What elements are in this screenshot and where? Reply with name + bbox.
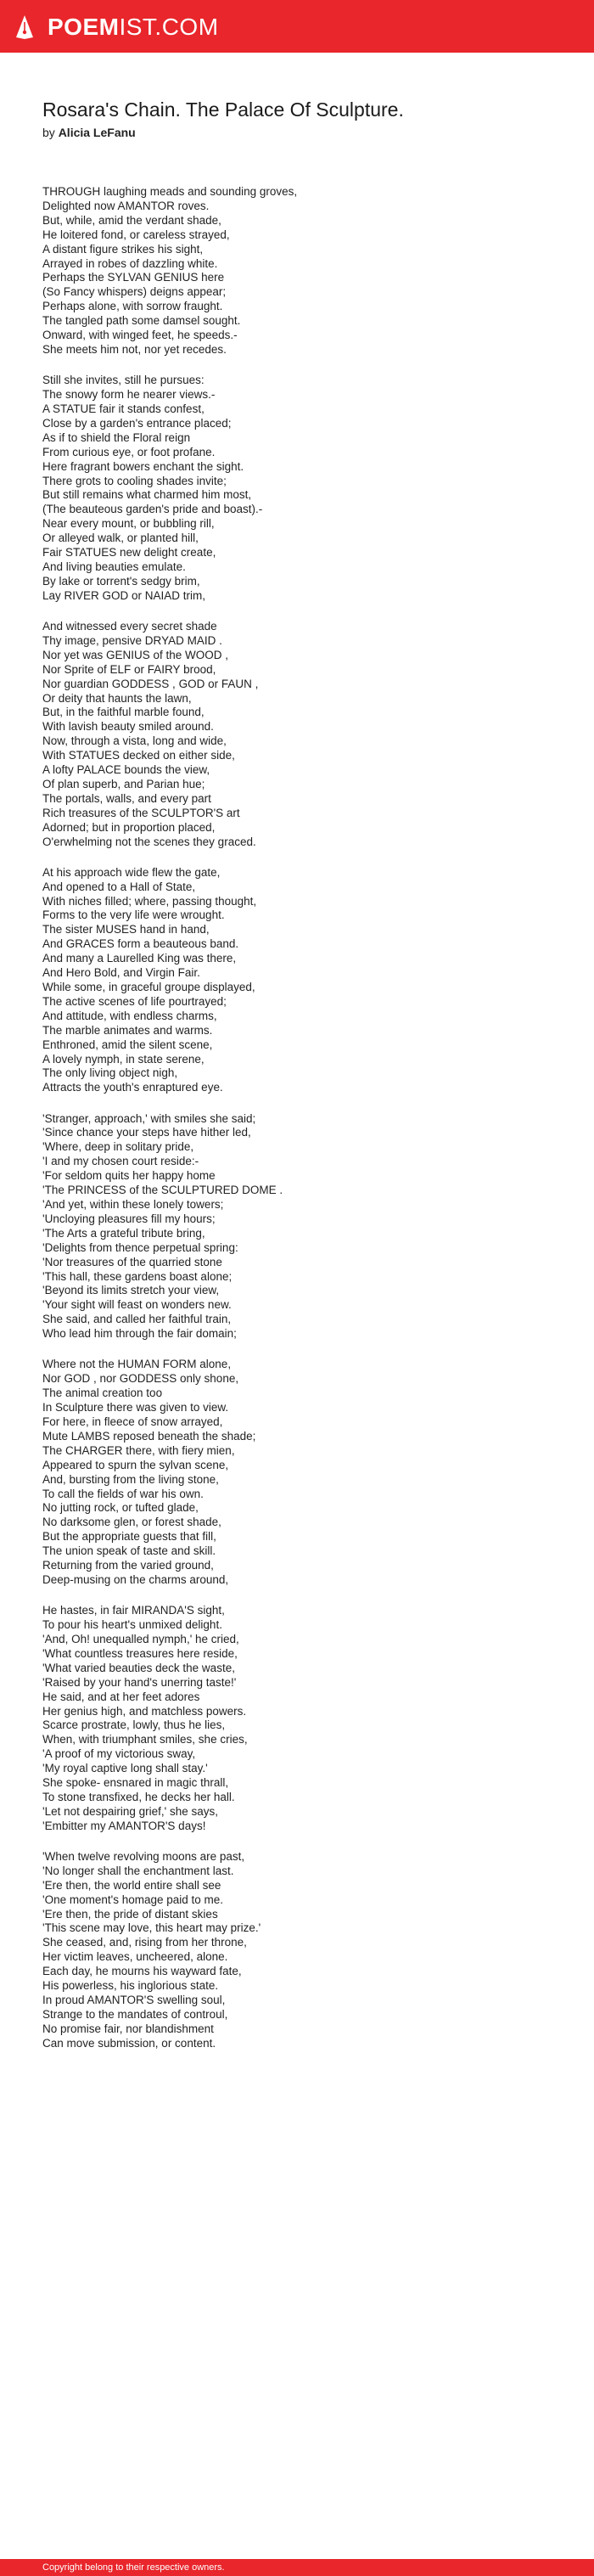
poem-line: 'I and my chosen court reside:- bbox=[42, 1155, 199, 1168]
logo-text-bold: POEM bbox=[48, 14, 120, 40]
poem-line: She spoke- ensnared in magic thrall, bbox=[42, 1776, 229, 1790]
poem-line: Each day, he mourns his wayward fate, bbox=[42, 1965, 242, 1978]
poem-line: The union speak of taste and skill. bbox=[42, 1544, 216, 1558]
poem-line: In Sculpture there was given to view. bbox=[42, 1401, 229, 1415]
poem-line: He said, and at her feet adores bbox=[42, 1690, 200, 1703]
poem-line: 'When twelve revolving moons are past, bbox=[42, 1849, 245, 1863]
poem-line: 'Ere then, the pride of distant skies bbox=[42, 1907, 218, 1921]
poem-line: Strange to the mandates of controul, bbox=[42, 2007, 228, 2021]
poem-line: The only living object nigh, bbox=[42, 1066, 178, 1080]
poem-line: 'A proof of my victorious sway, bbox=[42, 1747, 196, 1761]
poem-line: Her victim leaves, uncheered, alone. bbox=[42, 1950, 228, 1964]
poem-line: 'What countless treasures here reside, bbox=[42, 1646, 238, 1660]
poem-line: To stone transfixed, he decks her hall. bbox=[42, 1790, 235, 1803]
logo-text-light: IST.COM bbox=[119, 14, 219, 40]
poem-line: Scarce prostrate, lowly, thus he lies, bbox=[42, 1718, 226, 1732]
poem-line: (So Fancy whispers) deigns appear; bbox=[42, 285, 227, 299]
poem-line: Arrayed in robes of dazzling white. bbox=[42, 256, 218, 270]
poem-line: And many a Laurelled King was there, bbox=[42, 952, 237, 965]
poem-line: 'And yet, within these lonely towers; bbox=[42, 1198, 224, 1211]
poem-line: A lofty PALACE bounds the view, bbox=[42, 763, 210, 777]
poem-line: THROUGH laughing meads and sounding groves, bbox=[42, 185, 298, 198]
poem-line: Of plan superb, and Parian hue; bbox=[42, 777, 205, 790]
poem-line: 'Nor treasures of the quarried stone bbox=[42, 1255, 222, 1268]
poem-line: And Hero Bold, and Virgin Fair. bbox=[42, 966, 200, 980]
poem-line: Here fragrant bowers enchant the sight. bbox=[42, 459, 244, 473]
poem-line: As if to shield the Floral reign bbox=[42, 430, 191, 444]
poem-line: His powerless, his inglorious state. bbox=[42, 1979, 219, 1993]
author-link[interactable]: Alicia LeFanu bbox=[58, 126, 136, 139]
poem-line: A lovely nymph, in state serene, bbox=[42, 1052, 205, 1066]
poem-line: Near every mount, or bubbling rill, bbox=[42, 517, 215, 531]
poem-line: In proud AMANTOR'S swelling soul, bbox=[42, 1994, 226, 2007]
poem-line: 'Let not despairing grief,' she says, bbox=[42, 1804, 219, 1818]
poem-line: 'The Arts a grateful tribute bring, bbox=[42, 1226, 205, 1240]
byline bbox=[42, 126, 136, 139]
poem-line: Enthroned, amid the silent scene, bbox=[42, 1038, 213, 1051]
poem-stanza bbox=[42, 866, 552, 1096]
poem-line: But the appropriate guests that fill, bbox=[42, 1530, 216, 1544]
poem-line: Still she invites, still he pursues: bbox=[42, 374, 205, 387]
poem-line: 'My royal captive long shall stay.' bbox=[42, 1762, 208, 1775]
poem-line: To call the fields of war his own. bbox=[42, 1487, 204, 1500]
copyright-text: Copyright belong to their respective owners. bbox=[42, 2562, 225, 2573]
poem-line: The animal creation too bbox=[42, 1386, 163, 1400]
poem-line: Where not the HUMAN FORM alone, bbox=[42, 1358, 232, 1371]
poem-line: Perhaps the SYLVAN GENIUS here bbox=[42, 271, 225, 284]
poem-line: The portals, walls, and every part bbox=[42, 791, 211, 805]
poem-stanza bbox=[42, 620, 552, 850]
poem-line: 'Since chance your steps have hither led, bbox=[42, 1126, 251, 1139]
poem-line: And opened to a Hall of State, bbox=[42, 880, 196, 893]
poem-line: The marble animates and warms. bbox=[42, 1023, 213, 1037]
site-header bbox=[0, 0, 594, 53]
poem-line: 'And, Oh! unequalled nymph,' he cried, bbox=[42, 1632, 239, 1645]
poem-line: 'This hall, these gardens boast alone; bbox=[42, 1269, 233, 1283]
poem-line: Adorned; but in proportion placed, bbox=[42, 820, 216, 834]
poem-line: Fair STATUES new delight create, bbox=[42, 546, 216, 560]
poem-line: And, bursting from the living stone, bbox=[42, 1472, 219, 1486]
poem-stanza bbox=[42, 1850, 552, 2051]
poem-line: (The beauteous garden's pride and boast).- bbox=[42, 503, 263, 516]
poem-line: With lavish beauty smiled around. bbox=[42, 720, 214, 734]
poem-line: The sister MUSES hand in hand, bbox=[42, 923, 210, 936]
poem-line: 'Stranger, approach,' with smiles she said; bbox=[42, 1111, 256, 1125]
poem-title: Rosara's Chain. The Palace Of Sculpture. bbox=[42, 98, 404, 121]
poem-line: He hastes, in fair MIRANDA'S sight, bbox=[42, 1604, 225, 1617]
poem-line: A distant figure strikes his sight, bbox=[42, 242, 204, 256]
poem-line: Lay RIVER GOD or NAIAD trim, bbox=[42, 588, 206, 602]
poem-line: Mute LAMBS reposed beneath the shade; bbox=[42, 1429, 256, 1443]
poem-line: 'No longer shall the enchantment last. bbox=[42, 1864, 234, 1877]
poem-line: Attracts the youth's enraptured eye. bbox=[42, 1081, 223, 1094]
poem-line: There grots to cooling shades invite; bbox=[42, 474, 227, 487]
poem-line: With STATUES decked on either side, bbox=[42, 749, 235, 762]
poem-line: When, with triumphant smiles, she cries, bbox=[42, 1733, 248, 1746]
poem-line: Delighted now AMANTOR roves. bbox=[42, 199, 210, 212]
poem-line: For here, in fleece of snow arrayed, bbox=[42, 1415, 223, 1428]
poem-line: 'Embitter my AMANTOR'S days! bbox=[42, 1819, 206, 1832]
poem-stanza bbox=[42, 1358, 552, 1588]
poem-line: And living beauties emulate. bbox=[42, 560, 186, 573]
poem-line: At his approach wide flew the gate, bbox=[42, 865, 221, 879]
poem-line: Or alleyed walk, or planted hill, bbox=[42, 532, 199, 545]
poem-line: Close by a garden's entrance placed; bbox=[42, 416, 232, 430]
site-footer bbox=[0, 2559, 594, 2576]
poem-line: Nor GOD , nor GODDESS only shone, bbox=[42, 1372, 239, 1386]
poem-line: Nor yet was GENIUS of the WOOD , bbox=[42, 648, 229, 661]
poem-line: She ceased, and, rising from her throne, bbox=[42, 1936, 247, 1949]
poem-line: No jutting rock, or tufted glade, bbox=[42, 1501, 199, 1515]
poem-line: But, while, amid the verdant shade, bbox=[42, 213, 221, 227]
poem-line: Now, through a vista, long and wide, bbox=[42, 734, 227, 748]
pen-nib-icon bbox=[15, 14, 34, 40]
poem-line: And witnessed every secret shade bbox=[42, 619, 217, 633]
poem-line: 'Beyond its limits stretch your view, bbox=[42, 1284, 220, 1297]
poem-line: He loitered fond, or careless strayed, bbox=[42, 228, 230, 241]
poem-line: But still remains what charmed him most, bbox=[42, 488, 252, 502]
poem-line: With niches filled; where, passing thought, bbox=[42, 894, 257, 908]
poem-stanza bbox=[42, 185, 552, 357]
poem-line: And attitude, with endless charms, bbox=[42, 1009, 217, 1022]
poem-line: 'Uncloying pleasures fill my hours; bbox=[42, 1212, 216, 1225]
poem-line: A STATUE fair it stands confest, bbox=[42, 402, 205, 415]
poem-line: 'The PRINCESS of the SCULPTURED DOME . bbox=[42, 1184, 283, 1197]
poem-line: 'For seldom quits her happy home bbox=[42, 1169, 216, 1183]
poem-line: Forms to the very life were wrought. bbox=[42, 908, 225, 922]
poem-line: O'erwhelming not the scenes they graced. bbox=[42, 835, 256, 848]
poem-line: Thy image, pensive DRYAD MAID . bbox=[42, 633, 222, 647]
poem-line: Deep-musing on the charms around, bbox=[42, 1572, 229, 1586]
poem-line: From curious eye, or foot profane. bbox=[42, 445, 216, 458]
poem-line: Onward, with winged feet, he speeds.- bbox=[42, 329, 238, 342]
poem-line: By lake or torrent's sedgy brim, bbox=[42, 574, 200, 588]
poem-line: Rich treasures of the SCULPTOR'S art bbox=[42, 806, 240, 819]
poem-line: 'Delights from thence perpetual spring: bbox=[42, 1240, 238, 1254]
poem-line: 'Where, deep in solitary pride, bbox=[42, 1140, 194, 1154]
poem-line: The CHARGER there, with fiery mien, bbox=[42, 1443, 235, 1457]
poem-line: To pour his heart's unmixed delight. bbox=[42, 1618, 222, 1632]
poem-line: No promise fair, nor blandishment bbox=[42, 2022, 214, 2035]
poem-line: Her genius high, and matchless powers. bbox=[42, 1704, 247, 1718]
poem-stanza bbox=[42, 374, 552, 604]
poem-line: Returning from the varied ground, bbox=[42, 1559, 214, 1572]
poem-line: And GRACES form a beauteous band. bbox=[42, 937, 239, 951]
byline-prefix: by bbox=[42, 126, 55, 139]
site-logo-text bbox=[48, 14, 219, 40]
poem-line: The tangled path some damsel sought. bbox=[42, 314, 241, 328]
poem-line: But, in the faithful marble found, bbox=[42, 706, 205, 719]
poem-line: Nor guardian GODDESS , GOD or FAUN , bbox=[42, 677, 259, 690]
poem-line: 'Your sight will feast on wonders new. bbox=[42, 1298, 232, 1312]
poem-line: Nor Sprite of ELF or FAIRY brood, bbox=[42, 662, 216, 676]
poem-line: While some, in graceful groupe displayed, bbox=[42, 981, 255, 994]
poem-line: She said, and called her faithful train, bbox=[42, 1313, 232, 1326]
poem-line: Or deity that haunts the lawn, bbox=[42, 691, 192, 705]
poem-line: Who lead him through the fair domain; bbox=[42, 1327, 237, 1341]
poem-line: 'What varied beauties deck the waste, bbox=[42, 1661, 235, 1674]
site-logo-link[interactable] bbox=[15, 14, 219, 40]
poem-line: Can move submission, or content. bbox=[42, 2036, 216, 2050]
poem-body bbox=[42, 185, 552, 2067]
poem-line: 'Ere then, the world entire shall see bbox=[42, 1878, 221, 1892]
poem-line: 'One moment's homage paid to me. bbox=[42, 1893, 224, 1906]
poem-line: Perhaps alone, with sorrow fraught. bbox=[42, 300, 223, 313]
poem-line: The active scenes of life pourtrayed; bbox=[42, 994, 227, 1008]
poem-line: The snowy form he nearer views.- bbox=[42, 388, 216, 402]
poem-line: She meets him not, nor yet recedes. bbox=[42, 342, 227, 356]
poem-line: No darksome glen, or forest shade, bbox=[42, 1516, 221, 1529]
poem-stanza bbox=[42, 1604, 552, 1834]
poem-line: 'Raised by your hand's unerring taste!' bbox=[42, 1675, 237, 1689]
poem-line: Appeared to spurn the sylvan scene, bbox=[42, 1458, 229, 1471]
poem-stanza bbox=[42, 1112, 552, 1342]
poem-line: 'This scene may love, this heart may prize.' bbox=[42, 1921, 261, 1935]
